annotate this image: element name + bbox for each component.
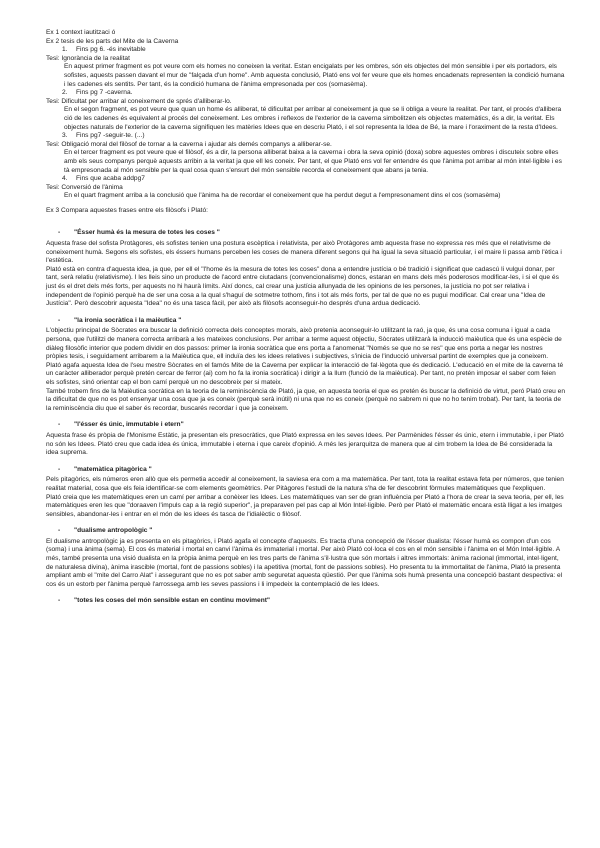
list-item <box>46 89 566 98</box>
list-item-number: 2. <box>62 89 68 97</box>
section-quote-text: "l'ésser és únic, immutable i etern" <box>74 421 184 429</box>
list-item-number: 3. <box>62 132 68 140</box>
section-quote-text: "Ésser humà és la mesura de totes les coses " <box>74 229 220 237</box>
section-quote-text: "dualisme antropològic " <box>74 527 153 535</box>
thesis-heading: Tesi: Ignorància de la realitat <box>46 54 130 62</box>
bullet-dash: - <box>58 465 61 473</box>
thesis-heading: Tesi: Obligació moral del filòsof de tornar a la caverna i ajudar als demés companys a alliberar-se. <box>46 140 332 148</box>
list-item-number: 4. <box>62 175 68 183</box>
bullet-dash: - <box>58 421 61 429</box>
list-item-text: Fins pg 7 -caverna. <box>76 89 133 97</box>
thesis-paragraph: En el segon fragment, es pot veure que quan un home és alliberat, té dificultat per arribar al coneixement ja que se li obliga a veure la realitat. Per tant, el procés d'allibera ció de les cadenes és equivalent al procés del coneixement. Les ombres i reflexos de l'exterior de la caverna simbolitzen els objectes matemàtics, és a dir, la veritat. Els objectes naturals de l'exterior de la caverna signifiquen les matèries Idees que en descriu Plató, i el sol representa la Idea de Bé, la mare i l'oraximent de la resta d'Idees. <box>64 106 562 131</box>
section-paragraph: Plató agafa aquesta Idea de l'seu mestre Sòcrates en el famós Mite de la Caverna per explicar la interacció de fal·lègota que és dedicació. L'educació en el mite de la caverna té un caràcter alliberador perquè pretén cercar de ferror (ai) com ho fa la ironia socràtica) i dirigir a la llum (funció de la maièutica). Per tant, no pretén imposar el saber com feien els sofistes, sinó orientar cap el bon camí perquè un no descobreix per si mateix. <box>46 361 564 386</box>
section-paragraph: Pels pitagòrics, els números eren allò que els permetia accedir al coneixement, la saviesa era com a ma matemàtica. Per tant, tota la realitat estava feta per números, que tenien realitat material, cosa que els feia identificar-se com elements geomètrics. Per Pitàgores l'estudi de la natura s'ha de fer descobrint fòrmules matemàtiques que l'expliquen. <box>46 476 564 492</box>
section-paragraph: Plató està en contra d'aquesta idea, ja que, per ell el "l'home és la mesura de totes les coses" dona a entendre justícia o bé tradició i significat que cadascú li vulgui donar, per tant, serà relatiu (relativisme). I les lleis sino un producte de l'acord entre ciutadans (convencionalisme) doncs, estaran en mans dels més poderosos modificar-les, i si el que és just és el dret dels més forts, per aquests no hi haurà límits. Així doncs, cal crear una justícia allunyada de les opinions de les persones, la justícia no pot ser relativa i independent de l'opinió perquè ha de ser una cosa a la qual s'haguí de sotmetre tothom, fins i tot als més forts, per tal de que no es pugui modificar. Cal crear una "Idea de Justícia". Però descobrir aquesta "Idea" no és una tasca fàcil, per això als filòsofs aconseguir-ho després d'una ardua dedicació. <box>46 265 559 308</box>
section-quote-text: "la ironia socràtica i la maièutica " <box>74 316 182 324</box>
section-quote <box>46 317 566 326</box>
exercise-1-heading: Ex 1 context iautitzaci ó <box>46 29 116 36</box>
document-body <box>46 29 566 606</box>
section-paragraph: L'objectiu principal de Sòcrates era buscar la definició correcta dels conceptes morals, això pretenia aconseguir-lo utilitzant la raó, ja que, és una cosa comuna i igual a cada persona, que l'utilitzi de manera correcta arribarà a les mateixes conclusions. Per arribar a terme aquest objectiu, Sòcrates utilitzarà la inducció maièutica que és una espècie de diàleg filosòfic interior que podem dividir en dos passos: primer la ironia socràtica que ens porta a l'anomenat "Només se que no se res" que ens porta a negar les nostres pròpies tesis, i seguidament arribarem a la Maièutica que, ell induïa des les idees relatives i subjectives, s'inicia de l'inducció universal partint de exemples que ja coneixem. <box>46 327 562 361</box>
exercise-3-heading: Ex 3 Compara aquestes frases entre els filòsofs i Plató: <box>46 206 208 214</box>
list-item-number: 1. <box>62 46 68 54</box>
thesis-paragraph: En aquest primer fragment es pot veure com els homes no coneixen la veritat. Estan encigalats per les ombres, són els objectes del món sensible i per els portadors, els sofistes, aquests passen davant el mur de "falçada d'un home". Amb aquesta conclusió, Plató ens vol fer veure que els homes encadenats representen la condició humana i les cadenes els sentits. Per tant, és la condició humana de l'ànima empresonada per cos (somasèma). <box>64 63 565 88</box>
thesis-heading: Tesi: Dificultat per arribar al coneixement de sprés d'alliberar-lo. <box>46 97 232 105</box>
thesis-paragraph: En el tercer fragment es pot veure que el filòsof, és a dir, la persona alliberat baixa a la caverna i obra la seva opinió (doxa) sobre aquestes ombres i discuteix sobre elles amb els seus companys perquè aquests arribin a la veritat ja que ell les coneix. Per tant, el que Plató ens vol fer entendre és que l'ànima pot arribar al món intel·ligible i es tà empresonada al món sensible per la qual cosa quan s'ensurt del món sensible recorda el coneixement que abans ja tenia. <box>64 149 562 174</box>
list-item <box>46 132 566 141</box>
section-quote <box>46 527 566 536</box>
section-paragraph: Aquesta frase és pròpia de l'Monisme Estàtic, ja presentan els presocràtics, que Plató expressa en les seves Idees. Per Parmènides l'ésser és únic, etern i immutable, i per Plató no són les Idees. Plató creu que cada idea és única, immutable i eterna i que careix d'opinió. A més les jerarquitza de manera que al cim trobem la Idea de Bé considerada la idea suprema. <box>46 431 564 457</box>
bullet-dash: - <box>58 527 61 535</box>
bullet-dash: - <box>58 229 61 237</box>
section-quote <box>46 597 566 606</box>
section-quote <box>46 229 566 238</box>
section-paragraph: També trobem fins de la Maièutica socràtica en la teoria de la reminiscència de Plató, ja que, en aquesta teoria el que es pretén és buscar la definició de virtut, peró Plató creu en la dificultat de que no es pot ensenyar una cosa que ja es coneix (perquè serà inútil) ni una que no es coneix (perquè no sabrem ni que no ho tenim trobat). Per tant, la teoria de la reminiscència diu que el saber és recordar, buscarés recordar i que ja coneixem. <box>46 387 566 412</box>
list-item-text: Fins pg7 -seguir-te. (...) <box>76 132 145 140</box>
thesis-paragraph: En el quart fragment arriba a la conclusió que l'ànima ha de recordar el coneixement que ha perdut degut a l'empresonament dins el cos (somasèma) <box>64 192 501 200</box>
section-paragraph: Plató creia que les matemàtiques eren un camí per arribar a conèixer les Idees. Les matemàtiques van ser de gran influència per Plató a l'hora de crear la seva teoria, per ell, les matemàtiques eren les que "doraaven l'impuls cap a la regió superior", ja preparaven pel pas cap al Món Intel·ligible. Però per Plató el matemàtic encara està lligat a les imatges sensibles, abandonar-les i entrar en el món de les idees és tasca de l'idialèctic o filòsof. <box>46 493 564 518</box>
list-item <box>46 175 566 184</box>
section-quote-text: "matemàtica pitagòrica " <box>74 465 152 473</box>
bullet-dash: - <box>58 597 61 605</box>
list-item-text: Fins pg 6. -és inevitable <box>76 46 146 54</box>
section-quote <box>46 466 566 475</box>
exercise-2-heading: Ex 2 tesis de les parts del Mite de la Caverna <box>46 37 179 45</box>
bullet-dash: - <box>58 316 61 324</box>
thesis-heading: Tesi: Conversió de l'ànima <box>46 183 123 191</box>
section-quote <box>46 421 566 430</box>
spacer <box>46 215 566 221</box>
section-quote-text: "totes les coses del món sensible estan en continu moviment" <box>74 597 271 605</box>
section-paragraph: Aquesta frase del sofista Protàgores, els sofistes tenien una postura escèptica i relativista, per això Protàgores amb aquesta frase no expressa res més que el relativisme de coneixement humà. Segons els sofistes, els éssers humans perceben les coses de manera diferent segons qui ha igual la seva situació particular, i el maire li passa amb l'ètica i l'estètica. <box>46 240 562 265</box>
list-item <box>46 46 566 55</box>
list-item-text: Fins que acaba addpg7 <box>76 175 145 183</box>
section-paragraph: El dualisme antropològic ja es presenta en els pitagòrics, i Plató agafa el concepte d'aquests. Es tracta d'una concepció de l'ésser dualista: l'ésser humà es compon d'un cos (soma) i una ànima (sema). El cos és material i mortal en canvi l'ànima és immaterial i mortal. Per això Plató col·loca el cos en el món sensible i l'ànima en el Món Intel·ligible. A més, també presenta una visió dualista en la pròpia ànima perquè en les tres parts de l'ànima s'il·lustra que són mortals i altres immortals: ànima racional (immortal, intel·ligent, de naturalesa divina), ànima irascible (mortal, font de passions sobles) i la apetitiva (mortal, font de passions sobles). Ho presenta tu la immortalitat de l'ànima, Plató la presenta ampliant amb el "mite del Carro Alat" i assegurant que no es pot saber amb seguretat aquesta qüestió. Per que l'ànima sols humà presenta una concepció bastant despectiva: el cos és un estorb per l'ànima perquè l'arrossega amb les seves passions i li impedeix la contemplació de les Idees. <box>46 537 563 588</box>
